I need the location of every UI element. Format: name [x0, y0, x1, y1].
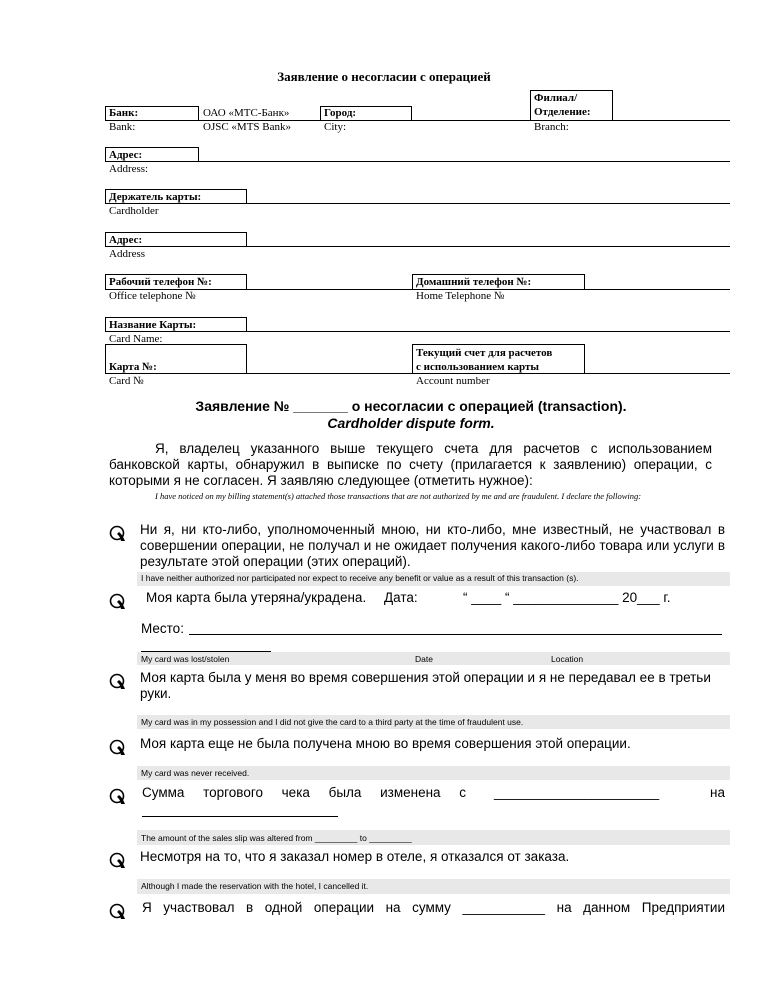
option-2-english: My card was lost/stolen: [141, 654, 230, 664]
card-no-line: [105, 373, 730, 374]
page-title: Заявление о несогласии с операцией: [277, 69, 491, 84]
option-2-english-location: Location: [551, 654, 584, 664]
option-3-english: My card was in my possession and I did not give the card to a third party at the time of fraudulent use.: [141, 717, 524, 727]
statement-subtitle: Cardholder dispute form.: [327, 415, 495, 431]
option-1-english: I have neither authorized nor participated nor expect to receive any benefit or value as a result of this transaction (s).: [141, 573, 579, 583]
option-2-text: Моя карта была утеряна/украдена.: [146, 590, 367, 605]
cardholder-label-en: Cardholder: [109, 205, 159, 217]
row-line: [105, 120, 730, 121]
bank-label-en: Bank:: [109, 121, 136, 133]
home-phone-label: Домашний телефон №:: [416, 276, 532, 288]
address-label-en: Address:: [109, 163, 149, 175]
bank-value: ОАО «МТС-Банк»: [203, 107, 290, 119]
branch-label-en: Branch:: [534, 121, 569, 133]
option-6-text: Несмотря на то, что я заказал номер в отеле, я отказался от заказа.: [140, 849, 570, 864]
city-label-en: City:: [324, 121, 347, 133]
option-3-text: Моя карта была у меня во время совершения этой операции и я не передавал ее в третьи руки.: [140, 670, 711, 701]
place-label: Место:: [141, 621, 184, 636]
checkbox-icon[interactable]: [109, 525, 128, 542]
card-no-label-en: Card №: [109, 375, 144, 387]
cardholder-line: [105, 203, 730, 204]
card-no-label: Карта №:: [109, 361, 157, 373]
address-label: Адрес:: [109, 149, 143, 161]
option-2-english-date: Date: [415, 654, 433, 664]
card-name-label-en: Card Name:: [109, 333, 163, 345]
home-phone-label-en: Home Telephone №: [416, 290, 505, 302]
branch-label-2: Отделение:: [534, 106, 591, 118]
city-label: Город:: [324, 107, 357, 119]
option-6-english: Although I made the reservation with the hotel, I cancelled it.: [141, 881, 369, 891]
card-name-label: Название Карты:: [109, 319, 197, 331]
cardholder-label: Держатель карты:: [109, 191, 202, 203]
date-label: Дата:: [384, 590, 418, 605]
intro-paragraph: Я, владелец указанного выше текущего счета для расчетов с использованием банковской карты, обнаружил в выписке по счету (прилагается к заявлению) операции, с которыми я не согласен. Я заявляю следующее (отметить нужное):: [109, 441, 712, 488]
date-value: “ ____ “ ______________ 20___ г.: [463, 590, 671, 605]
bank-value-en: OJSC «MTS Bank»: [203, 121, 292, 133]
address2-label: Адрес:: [109, 234, 143, 246]
branch-label-1: Филиал/: [534, 92, 578, 104]
address-line: [105, 161, 730, 162]
option-5-blank[interactable]: ______________________: [494, 785, 660, 800]
checkbox-icon[interactable]: [109, 739, 128, 756]
account-label-1: Текущий счет для расчетов: [416, 347, 553, 359]
option-1-text: Ни я, ни кто-либо, уполномоченный мною, ни кто-либо, мне известный, не участвовал в совершении операции, не получал и не ожидает получения какого-либо товара или услуги в результате этой операции (этих операций).: [140, 522, 725, 569]
option-4-english: My card was never received.: [141, 768, 250, 778]
place-line[interactable]: [189, 634, 722, 635]
office-phone-label-en: Office telephone №: [109, 290, 196, 302]
option-5-end: на: [710, 785, 725, 800]
statement-title: Заявление № _______ о несогласии с операцией (transaction).: [195, 398, 627, 414]
checkbox-icon[interactable]: [109, 673, 128, 690]
checkbox-icon[interactable]: [109, 788, 128, 805]
checkbox-icon[interactable]: [109, 852, 128, 869]
option-5-line[interactable]: [142, 816, 338, 817]
checkbox-icon[interactable]: [109, 903, 128, 920]
phones-line: [105, 289, 730, 290]
intro-english: I have noticed on my billing statement(s) attached those transactions that are not authorized by me and are fraudulent. I declare the following:: [155, 491, 642, 501]
account-label-2: с использованием карты: [416, 361, 539, 373]
option-5-english: The amount of the sales slip was altered from _________ to _________: [141, 833, 412, 843]
option-7-text: Я участвовал в одной операции на сумму ___________ на данном Предприятии: [142, 900, 725, 915]
account-label-en: Account number: [416, 375, 490, 387]
office-phone-label: Рабочий телефон №:: [109, 276, 212, 288]
option-4-text: Моя карта еще не была получена мною во время совершения этой операции.: [140, 736, 631, 751]
address2-line: [105, 246, 730, 247]
address2-label-en: Address: [109, 248, 146, 260]
card-name-line: [105, 331, 730, 332]
option-5-text: Сумма торгового чека была изменена с: [142, 785, 466, 800]
checkbox-icon[interactable]: [109, 593, 128, 610]
bank-label: Банк:: [109, 107, 139, 119]
